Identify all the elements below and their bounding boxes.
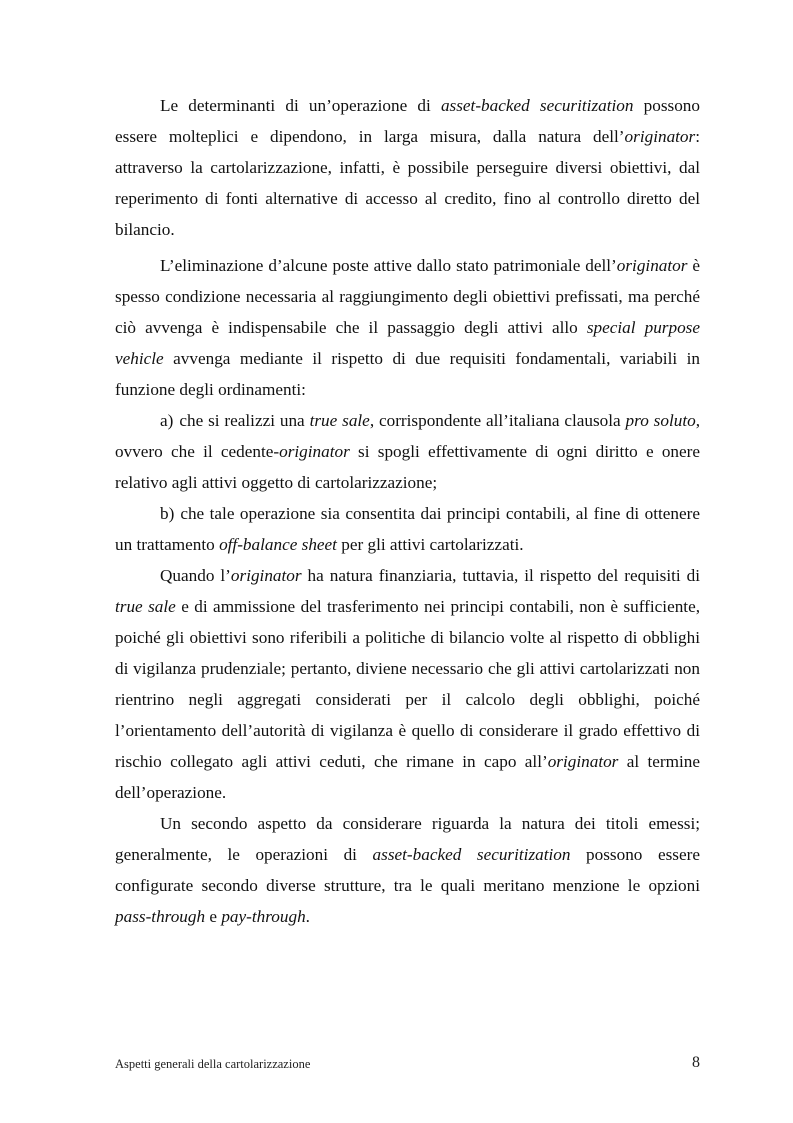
text-run: ha natura finanziaria, tuttavia, il rispetto del requisiti di — [301, 566, 700, 585]
paragraph-intro — [115, 90, 700, 245]
list-item-b — [115, 498, 700, 560]
italic-term: originator — [624, 127, 696, 146]
text-run: per gli attivi cartolarizzati. — [336, 535, 524, 554]
italic-term: pay-through — [221, 907, 306, 926]
text-run: e di ammissione del trasferimento nei principi contabili, non è sufficiente, poiché gli obiettivi sono riferibili a politiche di bilancio volte al rispetto di obblighi di vigilanza prudenziale; pertanto, diviene necessario che gli attivi cartolarizzati non rientrino negli aggregati considerati per il calcolo degli obblighi, poiché l’orientamento dell’autorità di vigilanza è quello di considerare il grado effettivo di rischio collegato agli attivi ceduti, che rimane in capo all’ — [115, 597, 700, 771]
italic-term: originator — [547, 752, 619, 771]
text-run: , corrispondente all’italiana clausola — [369, 411, 626, 430]
text-run: L’eliminazione d’alcune poste attive dallo stato patrimoniale dell’ — [160, 256, 617, 275]
running-footer-title: Aspetti generali della cartolarizzazione — [115, 1057, 311, 1071]
text-run: e — [205, 907, 222, 926]
body-text — [115, 90, 700, 932]
italic-term: pass-through — [115, 907, 206, 926]
text-run: che tale operazione sia consentita dai principi contabili, al fine di ottenere un trattamento — [115, 504, 700, 554]
page-number: 8 — [692, 1054, 700, 1071]
list-label: b) — [160, 504, 175, 523]
italic-term: true sale — [115, 597, 176, 616]
italic-term: true sale — [309, 411, 370, 430]
italic-term: originator — [616, 256, 688, 275]
italic-term: pro soluto — [625, 411, 696, 430]
italic-term: off-balance sheet — [219, 535, 337, 554]
italic-term: special purpose vehicle — [115, 318, 700, 368]
paragraph-securities — [115, 808, 700, 932]
list-item-a — [115, 405, 700, 498]
text-run: Un secondo aspetto da considerare riguarda la natura dei titoli emessi; generalmente, le operazioni di — [115, 814, 700, 864]
paragraph-financial-originator — [115, 560, 700, 808]
text-run: , ovvero che il cedente- — [115, 411, 700, 461]
text-run: . — [305, 907, 310, 926]
text-run: Le determinanti di un’operazione di — [160, 96, 441, 115]
italic-term: asset-backed securitization — [440, 96, 634, 115]
text-run: possono essere molteplici e dipendono, in larga misura, dalla natura dell’ — [115, 96, 700, 146]
italic-term: originator — [230, 566, 302, 585]
text-run: che si realizzi una — [179, 411, 310, 430]
text-run: Quando l’ — [160, 566, 231, 585]
text-run: possono essere configurate secondo diverse strutture, tra le quali meritano menzione le opzioni — [115, 845, 700, 895]
italic-term: originator — [279, 442, 350, 461]
list-label: a) — [160, 411, 174, 430]
text-run: : attraverso la cartolarizzazione, infatti, è possibile perseguire diversi obiettivi, dal reperimento di fonti alternative di accesso al credito, fino al controllo diretto del bilancio. — [115, 127, 700, 239]
italic-term: asset-backed securitization — [372, 845, 571, 864]
text-run: al termine dell’operazione. — [115, 752, 700, 802]
paragraph-requirements — [115, 250, 700, 405]
text-run: si spogli effettivamente di ogni diritto e onere relativo agli attivi oggetto di cartolarizzazione; — [115, 442, 700, 492]
text-run: avvenga mediante il rispetto di due requisiti fondamentali, variabili in funzione degli ordinamenti: — [115, 349, 700, 399]
text-run: è spesso condizione necessaria al raggiungimento degli obiettivi prefissati, ma perché ciò avvenga è indispensabile che il passaggio degli attivi allo — [115, 256, 700, 337]
